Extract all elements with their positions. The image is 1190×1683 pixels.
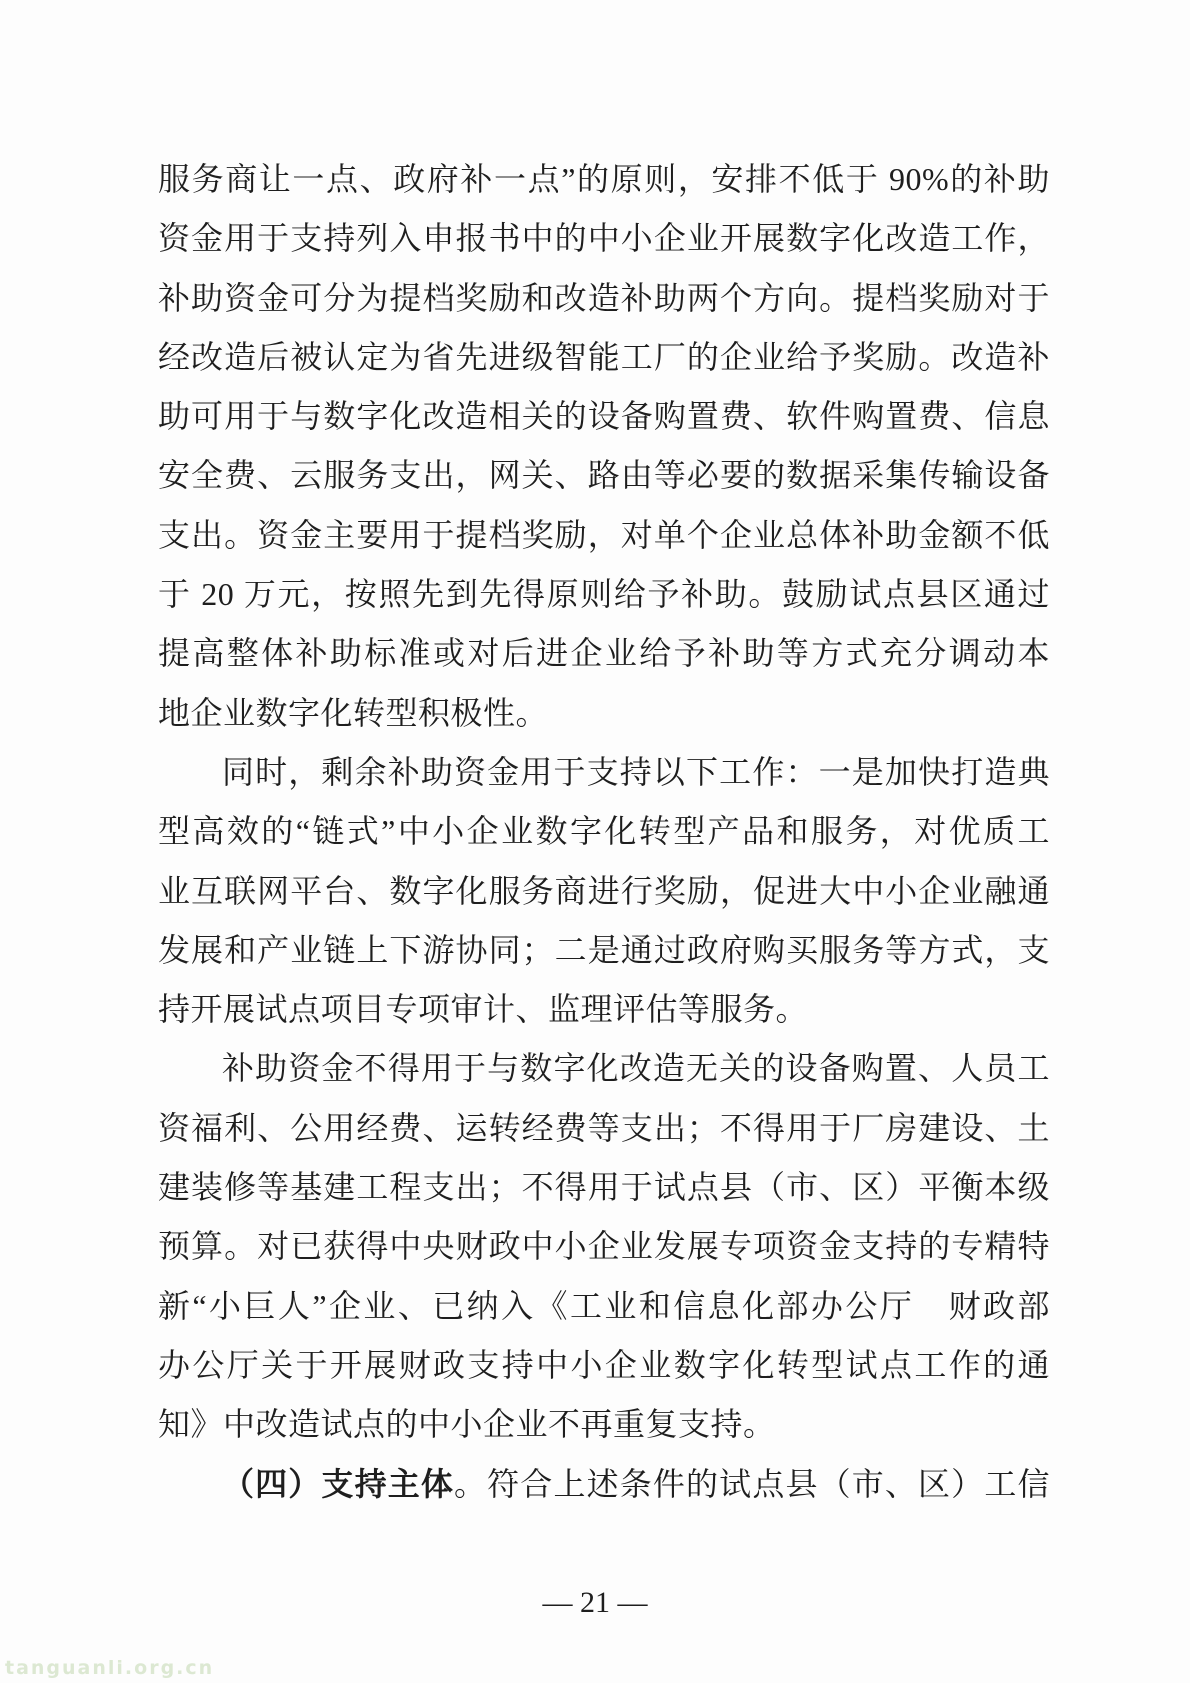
text-line: 业互联网平台、数字化服务商进行奖励，促进大中小企业融通 [158,872,1050,909]
text-line: 助可用于与数字化改造相关的设备购置费、软件购置费、信息 [158,398,1050,435]
text-line: 经改造后被认定为省先进级智能工厂的企业给予奖励。改造补 [158,338,1050,375]
text-line: 提高整体补助标准或对后进企业给予补助等方式充分调动本 [158,635,1050,672]
text-line: 知》中改造试点的中小企业不再重复支持。 [158,1406,776,1443]
section-heading: （四）支持主体 [222,1465,455,1502]
section-heading-continuation: 。符合上述条件的试点县（市、区）工信 [454,1465,1050,1502]
text-line-section-heading [158,1455,1050,1514]
text-line: 资金用于支持列入申报书中的中小企业开展数字化改造工作， [158,220,1050,257]
text-line: 支出。资金主要用于提档奖励，对单个企业总体补助金额不低 [158,516,1050,553]
text-line: 安全费、云服务支出，网关、路由等必要的数据采集传输设备 [158,457,1050,494]
text-line: 建装修等基建工程支出；不得用于试点县（市、区）平衡本级 [158,1169,1050,1206]
text-line: 预算。对已获得中央财政中小企业发展专项资金支持的专精特 [158,1228,1050,1265]
text-line: 补助资金不得用于与数字化改造无关的设备购置、人员工 [222,1050,1050,1087]
site-watermark: tanguanli.org.cn [5,1657,215,1679]
text-line: 于 20 万元，按照先到先得原则给予补助。鼓励试点县区通过 [158,576,1050,613]
text-line: 型高效的“链式”中小企业数字化转型产品和服务，对优质工 [158,813,1050,850]
text-line: 服务商让一点、政府补一点”的原则，安排不低于 90%的补助 [158,161,1050,197]
text-line: 新“小巨人”企业、已纳入《工业和信息化部办公厅 财政部 [158,1287,1050,1324]
text-line: 地企业数字化转型积极性。 [158,694,549,731]
text-line: 办公厅关于开展财政支持中小企业数字化转型试点工作的通 [158,1346,1050,1383]
document-body [158,150,1050,1514]
text-line: 补助资金可分为提档奖励和改造补助两个方向。提档奖励对于 [158,279,1050,316]
text-line: 同时，剩余补助资金用于支持以下工作：一是加快打造典 [222,753,1050,790]
text-line: 持开展试点项目专项审计、监理评估等服务。 [158,991,809,1028]
text-line: 发展和产业链上下游协同；二是通过政府购买服务等方式，支 [158,931,1050,968]
text-line: 资福利、公用经费、运转经费等支出；不得用于厂房建设、土 [158,1109,1050,1146]
page-number: — 21 — [542,1586,648,1619]
